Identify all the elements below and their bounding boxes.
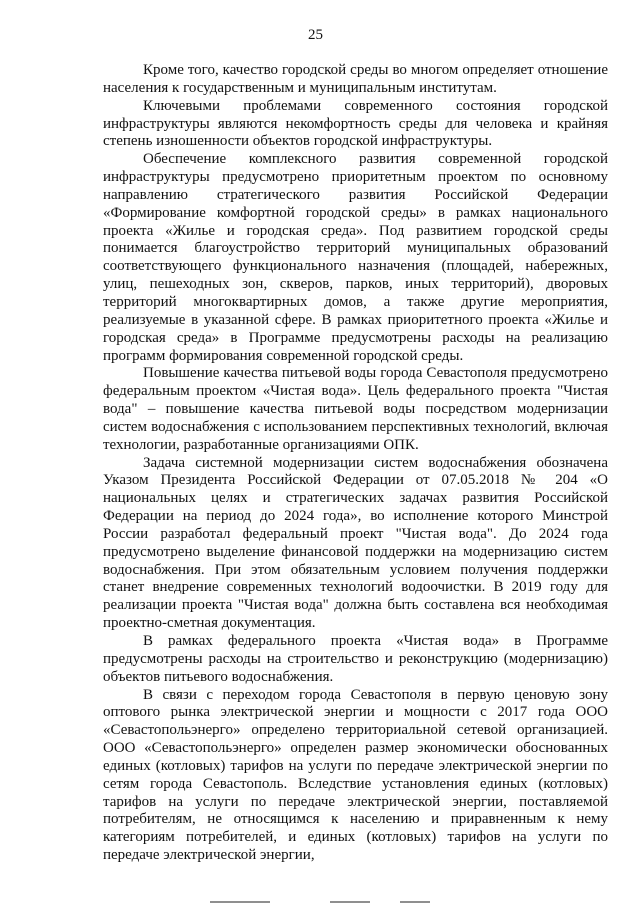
document-body bbox=[103, 62, 608, 865]
paragraph-clean-water-project: Повышение качества питьевой воды города Севастополя предусмотрено федеральным проектом «Чистая вода». Цель федерального проекта "Чистая вода" – повышение качества питьевой воды посредством модернизации систем водоснабжения с использованием перспективных технологий, включая технологии, разработанные организациями ОПК. bbox=[103, 365, 608, 453]
paragraph-electric-energy-tariffs: В связи с переходом города Севастополя в первую ценовую зону оптового рынка электрической энергии и мощности с 2017 года ООО «Севастопольэнерго» определено территориальной сетевой организацией. ООО «Севастопольэнерго» определен размер экономически обоснованных единых (котловых) тарифов на услуги по передаче электрической энергии по сетям города Севастополь. Вследствие установления единых (котловых) тарифов на услуги по передаче электрической энергии, поставляемой потребителям, не относящимся к населению и приравненным к нему категориям потребителей, и единых (котловых) тарифов на услуги по передаче электрической энергии, bbox=[103, 686, 608, 864]
paragraph-infrastructure-problems: Ключевыми проблемами современного состояния городской инфраструктуры являются некомфортность среды для человека и крайняя степень изношенности объектов городской инфраструктуры. bbox=[103, 97, 608, 150]
page-number: 25 bbox=[308, 27, 323, 43]
paragraph-water-program-expenses: В рамках федерального проекта «Чистая вода» в Программе предусмотрены расходы на строительство и реконструкцию (модернизацию) объектов питьевого водоснабжения. bbox=[103, 633, 608, 685]
paragraph-water-modernization-task: Задача системной модернизации систем водоснабжения обозначена Указом Президента Российской Федерации от 07.05.2018 № 204 «О национальных целях и стратегических задачах развития Российской Федерации на период до 2024 года», во исполнение которого Минстрой России разработал федеральный проект "Чистая вода". До 2024 года предусмотрено выделение финансовой поддержки на модернизацию систем водоснабжения. При этом обязательным условием получения поддержки станет внедрение современных технологий водоочистки. В 2019 году для реализации проекта "Чистая вода" должна быть составлена вся необходимая проектно-сметная документация. bbox=[103, 454, 608, 632]
paragraph-comfortable-urban-environment: Обеспечение комплексного развития современной городской инфраструктуры предусмотрено приоритетным проектом по основному направлению стратегического развития Российской Федерации «Формирование комфортной городской среды» в рамках национального проекта «Жилье и городская среда». Под развитием городской среды понимается благоустройство территорий муниципальных образований соответствующего функционального назначения (площадей, набережных, улиц, пешеходных зон, скверов, парков, иных территорий), дворовых территорий многоквартирных домов, а также другие мероприятия, реализуемые в указанной сфере. В рамках приоритетного проекта «Жилье и городская среда» в Программе предусмотрены расходы на реализацию программ формирования современной городской среды. bbox=[103, 151, 608, 364]
scan-edge-artifact bbox=[0, 897, 631, 905]
paragraph-urban-environment-perception: Кроме того, качество городской среды во многом определяет отношение населения к государственным и муниципальным институтам. bbox=[103, 62, 608, 96]
